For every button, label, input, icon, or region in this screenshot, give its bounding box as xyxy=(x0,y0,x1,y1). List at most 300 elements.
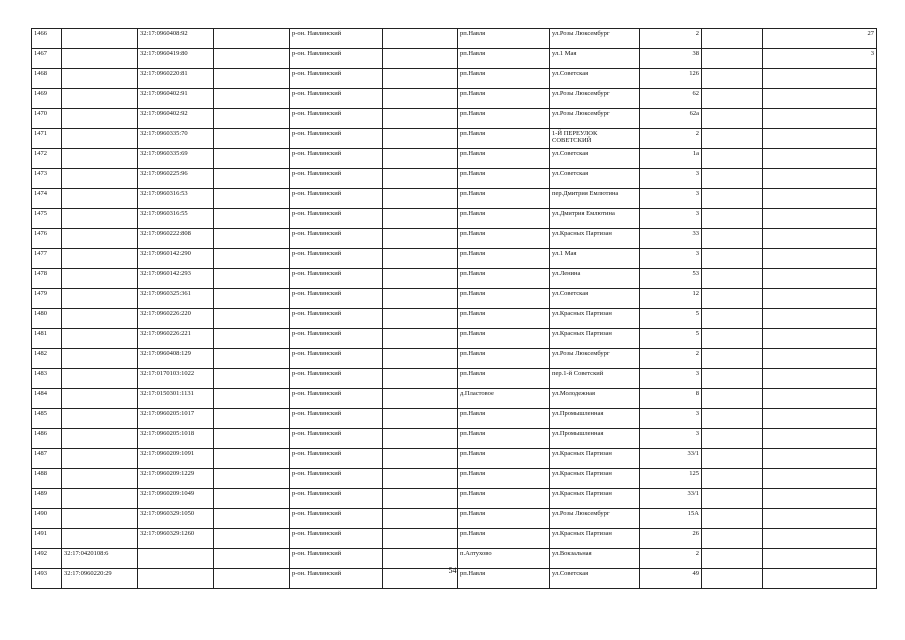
table-row xyxy=(32,409,877,429)
table-row xyxy=(32,449,877,469)
empty-cell xyxy=(383,269,458,289)
cadastral-number-cell xyxy=(62,429,138,449)
house-number-cell: 49 xyxy=(640,569,702,589)
table-row xyxy=(32,289,877,309)
empty-cell xyxy=(702,29,763,49)
house-number-cell: 33/1 xyxy=(640,489,702,509)
row-number-cell: 1490 xyxy=(32,509,62,529)
empty-cell xyxy=(214,169,290,189)
house-number-cell: 3 xyxy=(640,209,702,229)
street-cell: ул.Розы Люксембург xyxy=(550,349,640,369)
locality-cell: рп.Навля xyxy=(458,69,550,89)
row-number-cell: 1474 xyxy=(32,189,62,209)
empty-cell xyxy=(702,149,763,169)
empty-cell xyxy=(214,289,290,309)
house-number-cell: 5 xyxy=(640,309,702,329)
cadastral-number-cell: 32:17:0960335:70 xyxy=(138,129,214,149)
empty-cell xyxy=(383,429,458,449)
empty-cell xyxy=(383,509,458,529)
street-cell: пер.1-й Советский xyxy=(550,369,640,389)
cadastral-number-cell: 32:17:0960142:290 xyxy=(138,249,214,269)
cadastral-number-cell xyxy=(62,389,138,409)
apartment-number-cell xyxy=(763,69,877,89)
district-cell: р-он. Навлинский xyxy=(290,389,383,409)
cadastral-number-cell xyxy=(62,489,138,509)
empty-cell xyxy=(214,389,290,409)
street-cell: ул.Советская xyxy=(550,69,640,89)
locality-cell: рп.Навля xyxy=(458,469,550,489)
apartment-number-cell xyxy=(763,249,877,269)
row-number-cell: 1476 xyxy=(32,229,62,249)
cadastral-number-cell xyxy=(62,249,138,269)
cadastral-number-cell: 32:17:0960222:808 xyxy=(138,229,214,249)
street-cell: ул.Промышленная xyxy=(550,409,640,429)
empty-cell xyxy=(214,529,290,549)
row-number-cell: 1482 xyxy=(32,349,62,369)
row-number-cell: 1466 xyxy=(32,29,62,49)
cadastral-number-cell xyxy=(62,129,138,149)
empty-cell xyxy=(214,149,290,169)
district-cell: р-он. Навлинский xyxy=(290,349,383,369)
empty-cell xyxy=(214,409,290,429)
district-cell: р-он. Навлинский xyxy=(290,129,383,149)
cadastral-number-cell xyxy=(62,89,138,109)
cadastral-number-cell: 32:17:0960142:293 xyxy=(138,269,214,289)
locality-cell: рп.Навля xyxy=(458,309,550,329)
street-cell: ул.Молодежная xyxy=(550,389,640,409)
table-row xyxy=(32,429,877,449)
locality-cell: рп.Навля xyxy=(458,529,550,549)
cadastral-number-cell xyxy=(62,69,138,89)
cadastral-number-cell: 32:17:0960402:91 xyxy=(138,89,214,109)
empty-cell xyxy=(702,69,763,89)
table-row xyxy=(32,309,877,329)
house-number-cell: 3 xyxy=(640,409,702,429)
locality-cell: рп.Навля xyxy=(458,49,550,69)
empty-cell xyxy=(214,189,290,209)
cadastral-number-cell xyxy=(62,329,138,349)
house-number-cell: 2 xyxy=(640,349,702,369)
row-number-cell: 1488 xyxy=(32,469,62,489)
apartment-number-cell xyxy=(763,169,877,189)
row-number-cell: 1487 xyxy=(32,449,62,469)
cadastral-number-cell xyxy=(62,209,138,229)
apartment-number-cell: 27 xyxy=(763,29,877,49)
cadastral-number-cell xyxy=(62,289,138,309)
table-row xyxy=(32,129,877,149)
row-number-cell: 1475 xyxy=(32,209,62,229)
empty-cell xyxy=(702,369,763,389)
table-row xyxy=(32,209,877,229)
house-number-cell: 2 xyxy=(640,29,702,49)
table-row xyxy=(32,109,877,129)
empty-cell xyxy=(702,229,763,249)
empty-cell xyxy=(702,389,763,409)
street-cell: пер.Дмитрия Емлютина xyxy=(550,189,640,209)
table-row xyxy=(32,229,877,249)
cadastral-number-cell xyxy=(62,189,138,209)
cadastral-number-cell: 32:17:0960209:1049 xyxy=(138,489,214,509)
district-cell: р-он. Навлинский xyxy=(290,429,383,449)
street-cell: ул.Красных Партизан xyxy=(550,309,640,329)
row-number-cell: 1479 xyxy=(32,289,62,309)
district-cell: р-он. Навлинский xyxy=(290,549,383,569)
apartment-number-cell xyxy=(763,369,877,389)
house-number-cell: 3 xyxy=(640,369,702,389)
empty-cell xyxy=(214,369,290,389)
empty-cell xyxy=(383,29,458,49)
row-number-cell: 1469 xyxy=(32,89,62,109)
street-cell: ул.1 Мая xyxy=(550,249,640,269)
row-number-cell: 1480 xyxy=(32,309,62,329)
locality-cell: рп.Навля xyxy=(458,369,550,389)
street-cell: ул.Розы Люксембург xyxy=(550,89,640,109)
locality-cell: рп.Навля xyxy=(458,229,550,249)
row-number-cell: 1483 xyxy=(32,369,62,389)
row-number-cell: 1467 xyxy=(32,49,62,69)
cadastral-number-cell: 32:17:0960408:129 xyxy=(138,349,214,369)
house-number-cell: 12 xyxy=(640,289,702,309)
cadastral-number-cell: 32:17:0960329:1260 xyxy=(138,529,214,549)
house-number-cell: 3 xyxy=(640,169,702,189)
empty-cell xyxy=(383,169,458,189)
district-cell: р-он. Навлинский xyxy=(290,49,383,69)
apartment-number-cell xyxy=(763,429,877,449)
street-cell: ул.Красных Партизан xyxy=(550,229,640,249)
table-row xyxy=(32,469,877,489)
empty-cell xyxy=(383,349,458,369)
row-number-cell: 1489 xyxy=(32,489,62,509)
empty-cell xyxy=(214,469,290,489)
empty-cell xyxy=(383,69,458,89)
table-row xyxy=(32,349,877,369)
empty-cell xyxy=(383,469,458,489)
cadastral-number-cell: 32:17:0960226:220 xyxy=(138,309,214,329)
house-number-cell: 3 xyxy=(640,429,702,449)
locality-cell: рп.Навля xyxy=(458,109,550,129)
cadastral-number-cell: 32:17:0960205:1018 xyxy=(138,429,214,449)
table-row xyxy=(32,329,877,349)
house-number-cell: 38 xyxy=(640,49,702,69)
empty-cell xyxy=(214,49,290,69)
cadastral-number-cell xyxy=(62,309,138,329)
street-cell: ул.Советская xyxy=(550,289,640,309)
cadastral-number-cell xyxy=(62,149,138,169)
table-row xyxy=(32,369,877,389)
district-cell: р-он. Навлинский xyxy=(290,109,383,129)
street-cell: ул.Красных Партизан xyxy=(550,449,640,469)
house-number-cell: 3 xyxy=(640,189,702,209)
row-number-cell: 1486 xyxy=(32,429,62,449)
district-cell: р-он. Навлинский xyxy=(290,569,383,589)
row-number-cell: 1468 xyxy=(32,69,62,89)
row-number-cell: 1485 xyxy=(32,409,62,429)
empty-cell xyxy=(214,69,290,89)
empty-cell xyxy=(383,409,458,429)
district-cell: р-он. Навлинский xyxy=(290,89,383,109)
district-cell: р-он. Навлинский xyxy=(290,249,383,269)
empty-cell xyxy=(214,489,290,509)
cadastral-number-cell: 32:17:0150301:1131 xyxy=(138,389,214,409)
row-number-cell: 1491 xyxy=(32,529,62,549)
empty-cell xyxy=(702,489,763,509)
locality-cell: рп.Навля xyxy=(458,489,550,509)
cadastral-number-cell xyxy=(62,269,138,289)
locality-cell: рп.Навля xyxy=(458,509,550,529)
cadastral-number-cell: 32:17:0960226:221 xyxy=(138,329,214,349)
table-row xyxy=(32,69,877,89)
table-row xyxy=(32,389,877,409)
table-row xyxy=(32,29,877,49)
empty-cell xyxy=(214,329,290,349)
empty-cell xyxy=(214,429,290,449)
cadastral-number-cell: 32:17:0960408:92 xyxy=(138,29,214,49)
apartment-number-cell xyxy=(763,209,877,229)
street-cell: ул.Ленина xyxy=(550,269,640,289)
house-number-cell: 33/1 xyxy=(640,449,702,469)
street-cell: ул.Дмитрия Емлютина xyxy=(550,209,640,229)
empty-cell xyxy=(383,89,458,109)
cadastral-number-cell: 32:17:0960225:96 xyxy=(138,169,214,189)
empty-cell xyxy=(214,209,290,229)
empty-cell xyxy=(383,209,458,229)
locality-cell: рп.Навля xyxy=(458,89,550,109)
house-number-cell: 15А xyxy=(640,509,702,529)
cadastral-number-cell xyxy=(62,469,138,489)
street-cell: ул.Красных Партизан xyxy=(550,469,640,489)
house-number-cell: 62 xyxy=(640,89,702,109)
locality-cell: рп.Навля xyxy=(458,169,550,189)
district-cell: р-он. Навлинский xyxy=(290,269,383,289)
empty-cell xyxy=(214,309,290,329)
apartment-number-cell: 3 xyxy=(763,49,877,69)
table-row xyxy=(32,489,877,509)
cadastral-number-cell: 32:17:0960220:81 xyxy=(138,69,214,89)
cadastral-number-cell: 32:17:0960209:1091 xyxy=(138,449,214,469)
locality-cell: рп.Навля xyxy=(458,129,550,149)
table-row xyxy=(32,249,877,269)
district-cell: р-он. Навлинский xyxy=(290,469,383,489)
apartment-number-cell xyxy=(763,509,877,529)
locality-cell: рп.Навля xyxy=(458,29,550,49)
empty-cell xyxy=(702,89,763,109)
cadastral-number-cell: 32:17:0960316:53 xyxy=(138,189,214,209)
empty-cell xyxy=(214,109,290,129)
empty-cell xyxy=(702,429,763,449)
locality-cell: п.Алтухово xyxy=(458,549,550,569)
row-number-cell: 1493 xyxy=(32,569,62,589)
row-number-cell: 1481 xyxy=(32,329,62,349)
empty-cell xyxy=(214,509,290,529)
table-row xyxy=(32,169,877,189)
house-number-cell: 125 xyxy=(640,469,702,489)
cadastral-number-cell: 32:17:0960325:361 xyxy=(138,289,214,309)
table-row xyxy=(32,529,877,549)
table-row xyxy=(32,149,877,169)
cadastral-number-cell xyxy=(62,369,138,389)
cadastral-number-cell xyxy=(62,229,138,249)
locality-cell: рп.Навля xyxy=(458,409,550,429)
empty-cell xyxy=(214,269,290,289)
empty-cell xyxy=(383,129,458,149)
empty-cell xyxy=(383,529,458,549)
cadastral-number-cell xyxy=(62,349,138,369)
house-number-cell: 2 xyxy=(640,129,702,149)
locality-cell: рп.Навля xyxy=(458,569,550,589)
house-number-cell: 8 xyxy=(640,389,702,409)
apartment-number-cell xyxy=(763,149,877,169)
apartment-number-cell xyxy=(763,129,877,149)
apartment-number-cell xyxy=(763,349,877,369)
row-number-cell: 1478 xyxy=(32,269,62,289)
empty-cell xyxy=(383,449,458,469)
apartment-number-cell xyxy=(763,469,877,489)
empty-cell xyxy=(702,329,763,349)
district-cell: р-он. Навлинский xyxy=(290,29,383,49)
locality-cell: рп.Навля xyxy=(458,329,550,349)
cadastral-number-cell xyxy=(62,449,138,469)
street-cell: ул.Красных Партизан xyxy=(550,529,640,549)
street-cell: ул.1 Мая xyxy=(550,49,640,69)
district-cell: р-он. Навлинский xyxy=(290,189,383,209)
locality-cell: д.Пластовое xyxy=(458,389,550,409)
street-cell: ул.Красных Партизан xyxy=(550,489,640,509)
empty-cell xyxy=(702,209,763,229)
empty-cell xyxy=(702,249,763,269)
empty-cell xyxy=(214,29,290,49)
cadastral-number-cell xyxy=(62,169,138,189)
table-row xyxy=(32,189,877,209)
cadastral-number-cell: 32:17:0420108:6 xyxy=(62,549,138,569)
locality-cell: рп.Навля xyxy=(458,189,550,209)
street-cell: 1-Й ПЕРЕУЛОК СОВЕТСКИЙ xyxy=(550,129,640,149)
table-row xyxy=(32,269,877,289)
locality-cell: рп.Навля xyxy=(458,429,550,449)
apartment-number-cell xyxy=(763,309,877,329)
street-cell: ул.Советская xyxy=(550,569,640,589)
house-number-cell: 1а xyxy=(640,149,702,169)
cadastral-number-cell: 32:17:0960329:1050 xyxy=(138,509,214,529)
row-number-cell: 1484 xyxy=(32,389,62,409)
page-number: 54 xyxy=(448,566,457,575)
apartment-number-cell xyxy=(763,189,877,209)
district-cell: р-он. Навлинский xyxy=(290,449,383,469)
locality-cell: рп.Навля xyxy=(458,449,550,469)
cadastral-number-cell xyxy=(62,529,138,549)
street-cell: ул.Розы Люксембург xyxy=(550,109,640,129)
apartment-number-cell xyxy=(763,289,877,309)
house-number-cell: 33 xyxy=(640,229,702,249)
empty-cell xyxy=(383,249,458,269)
empty-cell xyxy=(702,409,763,429)
empty-cell xyxy=(702,529,763,549)
cadastral-number-cell xyxy=(62,409,138,429)
district-cell: р-он. Навлинский xyxy=(290,169,383,189)
empty-cell xyxy=(702,49,763,69)
empty-cell xyxy=(702,289,763,309)
locality-cell: рп.Навля xyxy=(458,209,550,229)
empty-cell xyxy=(383,369,458,389)
row-number-cell: 1473 xyxy=(32,169,62,189)
empty-cell xyxy=(383,189,458,209)
empty-cell xyxy=(383,149,458,169)
cadastral-number-cell: 32:17:0960209:1229 xyxy=(138,469,214,489)
empty-cell xyxy=(702,189,763,209)
apartment-number-cell xyxy=(763,109,877,129)
empty-cell xyxy=(702,469,763,489)
locality-cell: рп.Навля xyxy=(458,249,550,269)
empty-cell xyxy=(702,169,763,189)
row-number-cell: 1471 xyxy=(32,129,62,149)
district-cell: р-он. Навлинский xyxy=(290,69,383,89)
cadastral-number-cell: 32:17:0960419:80 xyxy=(138,49,214,69)
apartment-number-cell xyxy=(763,449,877,469)
locality-cell: рп.Навля xyxy=(458,349,550,369)
empty-cell xyxy=(702,269,763,289)
street-cell: ул.Советская xyxy=(550,149,640,169)
cadastral-number-cell: 32:17:0960205:1017 xyxy=(138,409,214,429)
empty-cell xyxy=(702,349,763,369)
empty-cell xyxy=(702,309,763,329)
empty-cell xyxy=(214,229,290,249)
row-number-cell: 1470 xyxy=(32,109,62,129)
street-cell: ул.Розы Люксембург xyxy=(550,509,640,529)
cadastral-number-cell xyxy=(62,509,138,529)
apartment-number-cell xyxy=(763,409,877,429)
house-number-cell: 2 xyxy=(640,549,702,569)
house-number-cell: 126 xyxy=(640,69,702,89)
empty-cell xyxy=(383,329,458,349)
district-cell: р-он. Навлинский xyxy=(290,309,383,329)
empty-cell xyxy=(383,389,458,409)
cadastral-number-cell xyxy=(62,29,138,49)
cadastral-number-cell: 32:17:0960220:29 xyxy=(62,569,138,589)
row-number-cell: 1472 xyxy=(32,149,62,169)
apartment-number-cell xyxy=(763,529,877,549)
table-row xyxy=(32,509,877,529)
district-cell: р-он. Навлинский xyxy=(290,409,383,429)
district-cell: р-он. Навлинский xyxy=(290,489,383,509)
locality-cell: рп.Навля xyxy=(458,289,550,309)
row-number-cell: 1477 xyxy=(32,249,62,269)
apartment-number-cell xyxy=(763,329,877,349)
apartment-number-cell xyxy=(763,229,877,249)
empty-cell xyxy=(383,229,458,249)
empty-cell xyxy=(702,109,763,129)
house-number-cell: 53 xyxy=(640,269,702,289)
empty-cell xyxy=(383,49,458,69)
cadastral-number-cell: 32:17:0170103:1022 xyxy=(138,369,214,389)
locality-cell: рп.Навля xyxy=(458,149,550,169)
street-cell: ул.Красных Партизан xyxy=(550,329,640,349)
locality-cell: рп.Навля xyxy=(458,269,550,289)
table-row xyxy=(32,49,877,69)
district-cell: р-он. Навлинский xyxy=(290,509,383,529)
cadastral-number-cell xyxy=(62,49,138,69)
apartment-number-cell xyxy=(763,489,877,509)
district-cell: р-он. Навлинский xyxy=(290,369,383,389)
empty-cell xyxy=(702,509,763,529)
house-number-cell: 26 xyxy=(640,529,702,549)
empty-cell xyxy=(702,449,763,469)
apartment-number-cell xyxy=(763,269,877,289)
row-number-cell: 1492 xyxy=(32,549,62,569)
district-cell: р-он. Навлинский xyxy=(290,229,383,249)
property-register-table xyxy=(31,28,877,589)
empty-cell xyxy=(214,449,290,469)
empty-cell xyxy=(214,89,290,109)
apartment-number-cell xyxy=(763,389,877,409)
